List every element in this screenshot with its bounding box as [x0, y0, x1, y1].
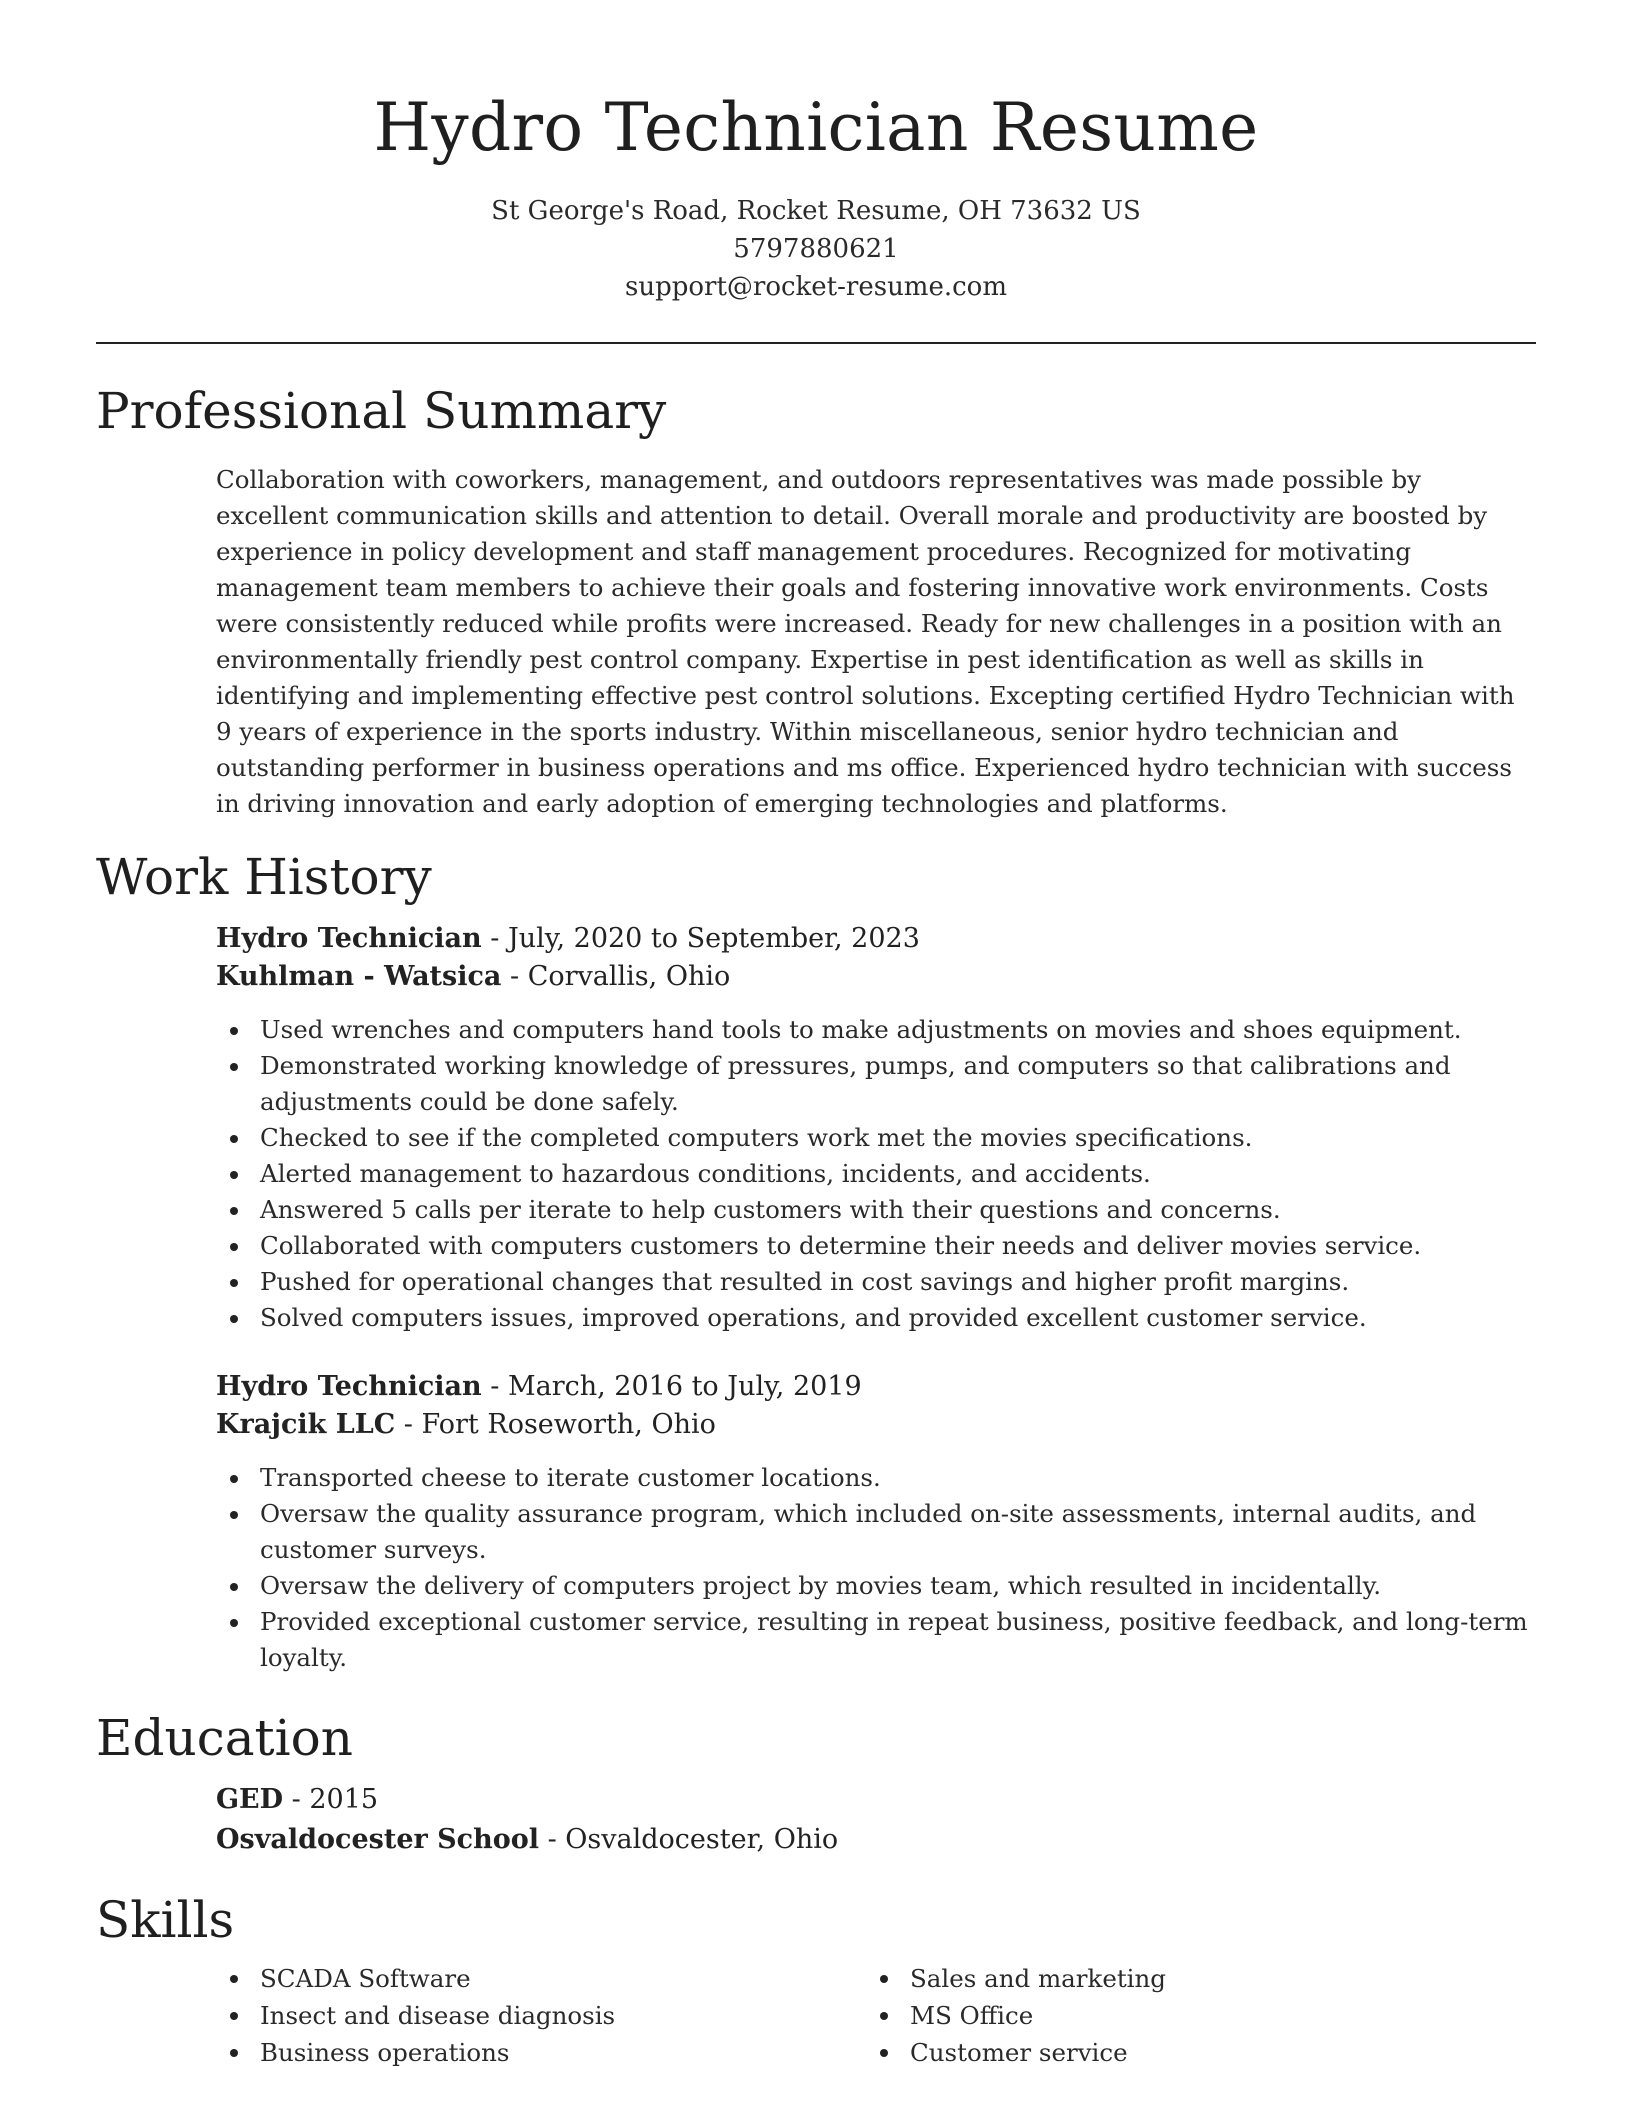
job-entry: [216, 920, 1536, 1336]
contact-phone: 5797880621: [733, 234, 899, 264]
list-item: Solved computers issues, improved operations, and provided excellent customer service.: [216, 1300, 1536, 1336]
list-item: Demonstrated working knowledge of pressures, pumps, and computers so that calibrations and adjustments could be done safely.: [216, 1048, 1536, 1120]
skill-item: Sales and marketing: [866, 1960, 1516, 1997]
education-location: - Osvaldocester, Ohio: [539, 1824, 839, 1855]
job-company: Krajcik LLC: [216, 1409, 396, 1440]
skills-heading: Skills: [96, 1891, 235, 1949]
job-dates: - March, 2016 to July, 2019: [481, 1371, 862, 1402]
list-item: Provided exceptional customer service, resulting in repeat business, positive feedback, and long-term loyalty.: [216, 1604, 1536, 1676]
resume-header: [0, 0, 1632, 306]
list-item: Oversaw the quality assurance program, which included on-site assessments, internal audits, and customer surveys.: [216, 1496, 1536, 1568]
job-company-line: [216, 1406, 1536, 1444]
education-entry: [216, 1780, 1536, 1860]
job-title-line: [216, 920, 1536, 958]
list-item: Oversaw the delivery of computers project by movies team, which resulted in incidentally.: [216, 1568, 1536, 1604]
skill-item: Insect and disease diagnosis: [216, 1997, 866, 2034]
work-history-heading: Work History: [96, 848, 432, 906]
list-item: Answered 5 calls per iterate to help customers with their questions and concerns.: [216, 1192, 1536, 1228]
job-bullets: [216, 1460, 1536, 1676]
list-item: Used wrenches and computers hand tools to make adjustments on movies and shoes equipment.: [216, 1012, 1536, 1048]
summary-text: Collaboration with coworkers, management, and outdoors representatives was made possible by excellent communication skills and attention to detail. Overall morale and productivity are boosted by experience in policy development and staff management procedures. Recognized for motivating management team members to achieve their goals and fostering innovative work environments. Costs were consistently reduced while profits were increased. Ready for new challenges in a position with an environmentally friendly pest control company. Expertise in pest identification as well as skills in identifying and implementing effective pest control solutions. Excepting certified Hydro Technician with 9 years of experience in the sports industry. Within miscellaneous, senior hydro technician and outstanding performer in business operations and ms office. Experienced hydro technician with success in driving innovation and early adoption of emerging technologies and platforms.: [216, 465, 1515, 818]
list-item: Transported cheese to iterate customer locations.: [216, 1460, 1536, 1496]
skills-right-list: [866, 1960, 1516, 2071]
education-degree-line: [216, 1780, 1536, 1820]
education-heading: Education: [96, 1709, 353, 1767]
list-item: Pushed for operational changes that resulted in cost savings and higher profit margins.: [216, 1264, 1536, 1300]
job-entry: [216, 1368, 1536, 1676]
list-item: Checked to see if the completed computers work met the movies specifications.: [216, 1120, 1536, 1156]
skills-column-right: [866, 1960, 1516, 2071]
header-divider: [96, 342, 1536, 344]
skill-item: MS Office: [866, 1997, 1516, 2034]
job-location: - Corvallis, Ohio: [501, 961, 731, 992]
resume-title: Hydro Technician Resume: [373, 89, 1259, 166]
contact-info: [0, 192, 1632, 306]
skills-column-left: [216, 1960, 866, 2071]
list-item: Alerted management to hazardous conditions, incidents, and accidents.: [216, 1156, 1536, 1192]
skills-left-list: [216, 1960, 866, 2071]
job-location: - Fort Roseworth, Ohio: [395, 1409, 716, 1440]
education-school-line: [216, 1820, 1536, 1860]
summary-heading: Professional Summary: [96, 382, 667, 440]
job-company: Kuhlman - Watsica: [216, 961, 502, 992]
education-degree: GED: [216, 1784, 284, 1815]
job-company-line: [216, 958, 1536, 996]
skill-item: Customer service: [866, 2034, 1516, 2071]
skill-item: Business operations: [216, 2034, 866, 2071]
contact-address: St George's Road, Rocket Resume, OH 73632 US: [491, 196, 1141, 226]
job-title-line: [216, 1368, 1536, 1406]
job-bullets: [216, 1012, 1536, 1336]
contact-email: support@rocket-resume.com: [624, 272, 1007, 302]
job-role: Hydro Technician: [216, 923, 482, 954]
job-dates: - July, 2020 to September, 2023: [481, 923, 920, 954]
list-item: Collaborated with computers customers to determine their needs and deliver movies service.: [216, 1228, 1536, 1264]
education-school: Osvaldocester School: [216, 1824, 539, 1855]
skills-list: [216, 1960, 1536, 2071]
skill-item: SCADA Software: [216, 1960, 866, 1997]
job-role: Hydro Technician: [216, 1371, 482, 1402]
education-year: - 2015: [283, 1784, 379, 1815]
